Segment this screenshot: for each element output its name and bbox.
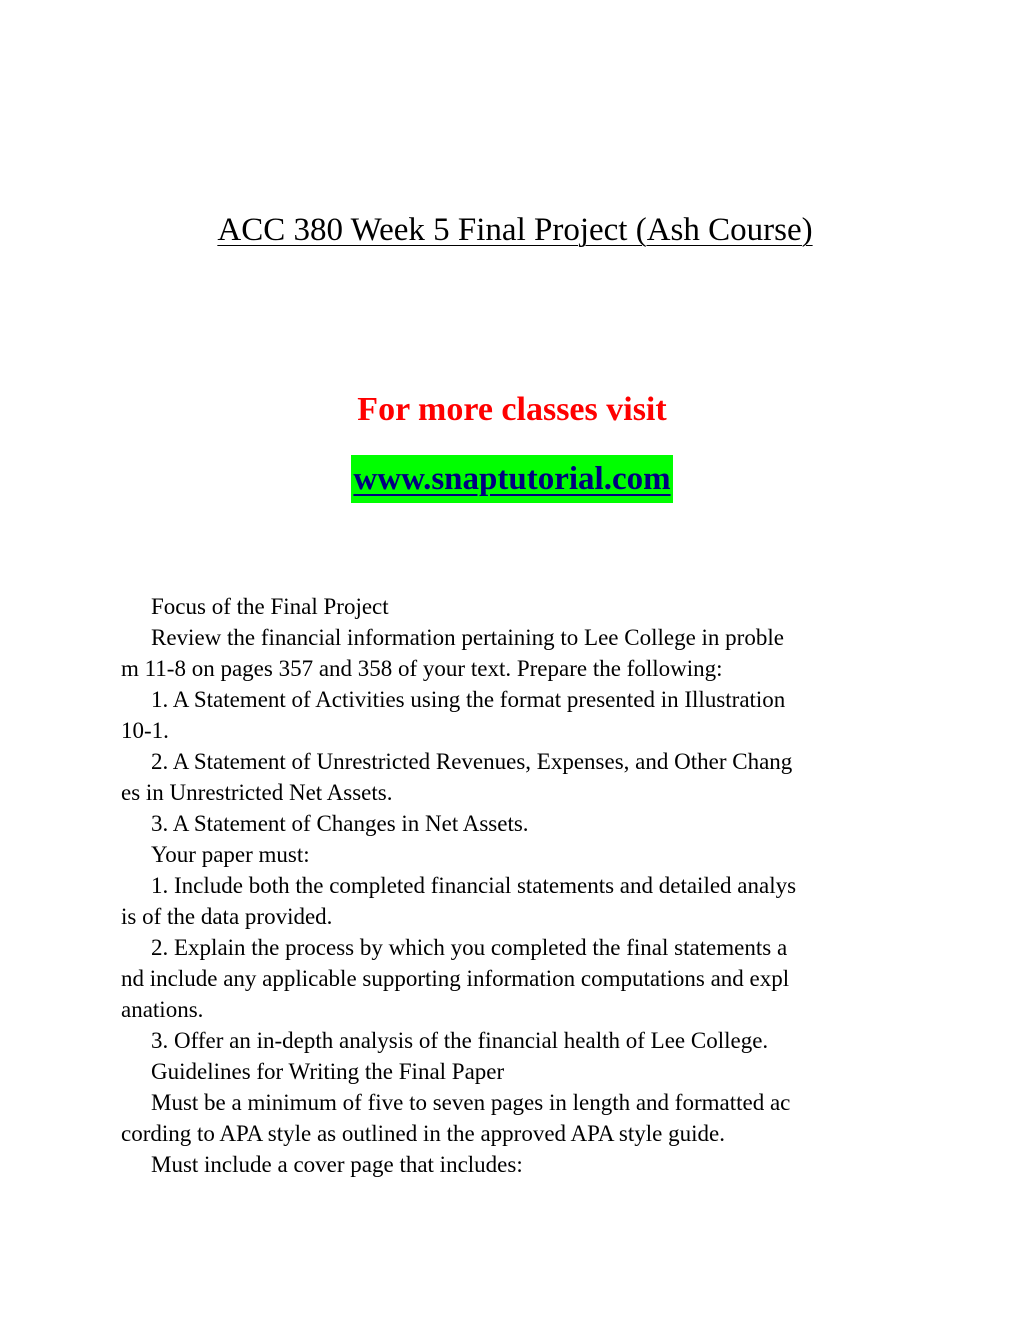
document-title	[0, 208, 1024, 252]
body-line: 2. Explain the process by which you completed the final statements a	[151, 935, 788, 960]
body-line: is of the data provided.	[121, 904, 333, 929]
body-line: Focus of the Final Project	[151, 594, 389, 619]
body-line: es in Unrestricted Net Assets.	[121, 780, 393, 805]
body-line: Review the financial information pertaining to Lee College in proble	[151, 625, 784, 650]
body-line: 3. Offer an in-depth analysis of the financial health of Lee College.	[151, 1028, 769, 1053]
body-line: m 11-8 on pages 357 and 358 of your text. Prepare the following:	[121, 656, 723, 681]
body-line: Your paper must:	[151, 842, 310, 867]
body-line: 1. A Statement of Activities using the format presented in Illustration	[151, 687, 786, 712]
body-line: 1. Include both the completed financial statements and detailed analys	[151, 873, 797, 898]
document-body	[121, 591, 905, 1180]
promo-link-container	[0, 455, 1024, 503]
body-line: Must include a cover page that includes:	[151, 1152, 523, 1177]
body-line: 3. A Statement of Changes in Net Assets.	[151, 811, 529, 836]
body-line: cording to APA style as outlined in the approved APA style guide.	[121, 1121, 725, 1146]
body-line: 10-1.	[121, 718, 169, 743]
body-line: anations.	[121, 997, 204, 1022]
snaptutorial-link[interactable]: www.snaptutorial.com	[351, 455, 672, 503]
promo-text: For more classes visit	[357, 391, 667, 428]
document-title-text: ACC 380 Week 5 Final Project (Ash Course)	[217, 212, 813, 248]
body-line: nd include any applicable supporting information computations and expl	[121, 966, 790, 991]
body-line: 2. A Statement of Unrestricted Revenues, Expenses, and Other Chang	[151, 749, 793, 774]
body-line: Must be a minimum of five to seven pages in length and formatted ac	[151, 1090, 791, 1115]
body-line: Guidelines for Writing the Final Paper	[151, 1059, 505, 1084]
